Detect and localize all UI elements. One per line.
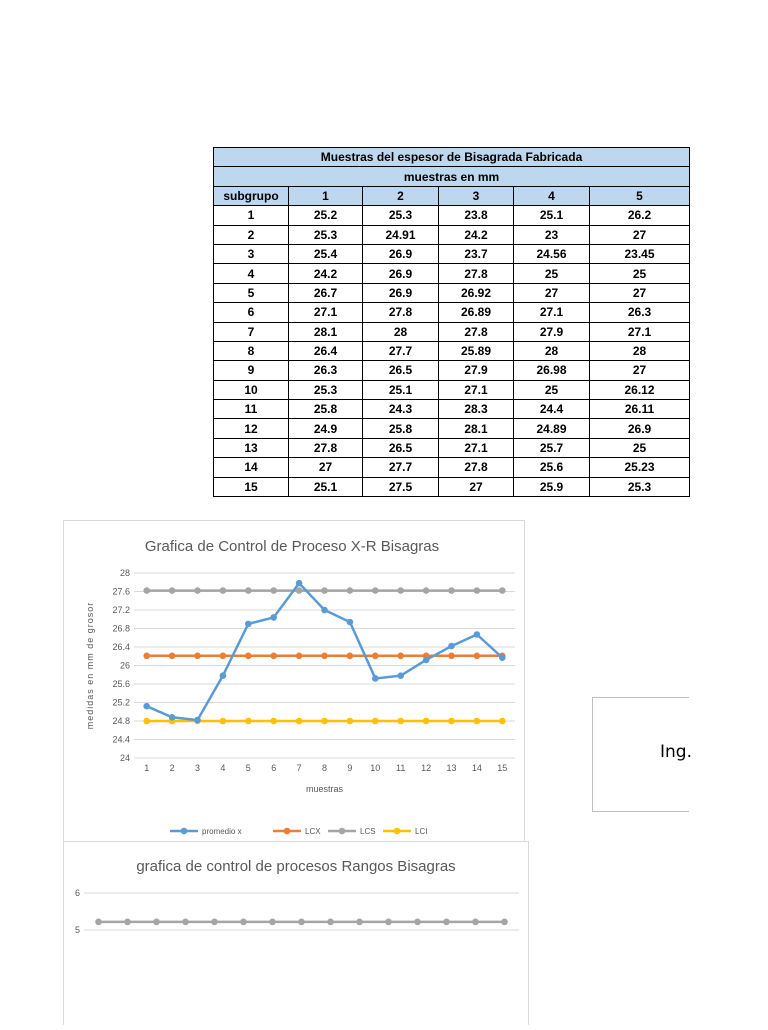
y-tick-label: 25.2 — [112, 697, 130, 708]
y-tick-label: 26.8 — [112, 623, 130, 634]
table-cell: 25.3 — [363, 206, 439, 225]
data-point — [220, 672, 227, 679]
data-point — [143, 652, 150, 659]
table-row — [214, 264, 690, 283]
table-cell: 26.3 — [590, 303, 690, 322]
table-cell: 25.2 — [289, 206, 363, 225]
data-point — [296, 580, 303, 587]
data-point — [143, 587, 150, 594]
table-cell: 7 — [214, 322, 289, 341]
table-cell: 27.9 — [514, 322, 590, 341]
table-cell: 27.1 — [439, 380, 514, 399]
legend-marker — [339, 828, 346, 835]
table-title: Muestras del espesor de Bisagrada Fabricada — [214, 148, 690, 167]
table-cell: 25.9 — [514, 477, 590, 496]
data-point — [194, 587, 201, 594]
x-tick-label: 12 — [421, 763, 432, 773]
data-point — [298, 919, 305, 926]
table-cell: 6 — [214, 303, 289, 322]
data-point — [474, 718, 481, 725]
table-cell: 26.4 — [289, 341, 363, 360]
table-cell: 26.5 — [363, 438, 439, 457]
table-cell: 28 — [590, 341, 690, 360]
table-cell: 27 — [289, 458, 363, 477]
data-point — [397, 672, 404, 679]
table-cell: 26.12 — [590, 380, 690, 399]
x-tick-label: 4 — [220, 763, 226, 773]
data-point — [372, 587, 379, 594]
x-tick-label: 13 — [446, 763, 457, 773]
table-cell: 27.8 — [289, 438, 363, 457]
table-row — [214, 225, 690, 244]
series-line — [147, 583, 503, 720]
data-point — [169, 652, 176, 659]
data-point — [356, 919, 363, 926]
table-row — [214, 322, 690, 341]
data-point — [347, 718, 354, 725]
x-tick-label: 8 — [321, 763, 328, 773]
y-tick-label: 24.4 — [112, 734, 130, 745]
table-cell: 24.89 — [514, 419, 590, 438]
legend-label: LCS — [360, 827, 376, 836]
table-cell: 26.5 — [363, 361, 439, 380]
data-point — [124, 919, 131, 926]
y-tick-label: 27.6 — [112, 586, 130, 597]
data-point — [143, 718, 150, 725]
data-point — [220, 587, 227, 594]
header-cell: 2 — [363, 186, 439, 205]
data-point — [372, 718, 379, 725]
table-row — [214, 458, 690, 477]
data-point — [296, 652, 303, 659]
y-tick-label: 26.4 — [112, 642, 130, 652]
legend-item — [328, 827, 376, 836]
table-cell: 28.1 — [289, 322, 363, 341]
data-point — [397, 587, 404, 594]
table-cell: 25 — [514, 380, 590, 399]
x-tick-label: 5 — [245, 763, 251, 773]
y-tick-label: 24 — [119, 753, 130, 763]
table-cell: 27.1 — [590, 322, 690, 341]
x-tick-label: 14 — [471, 763, 482, 773]
table-row — [214, 341, 690, 360]
data-point — [499, 587, 506, 594]
data-point — [347, 619, 354, 626]
chart-title: grafica de control de procesos Rangos Bisagras — [136, 858, 456, 875]
data-point — [474, 587, 481, 594]
data-point — [240, 919, 247, 926]
data-point — [153, 919, 160, 926]
table-cell: 25.23 — [590, 458, 690, 477]
table-row — [214, 303, 690, 322]
table-cell: 10 — [214, 380, 289, 399]
y-axis-label: medidas en mm de grosor — [85, 601, 95, 730]
table-cell: 27.1 — [289, 303, 363, 322]
table-cell: 26.2 — [590, 206, 690, 225]
table-cell: 27.1 — [514, 303, 590, 322]
legend-marker — [394, 828, 401, 835]
data-point — [182, 919, 189, 926]
table-header-row — [214, 186, 690, 205]
table-cell: 26.9 — [590, 419, 690, 438]
samples-table — [213, 147, 690, 497]
data-point — [220, 652, 227, 659]
chart-title: Grafica de Control de Proceso X-R Bisagras — [144, 538, 440, 555]
data-point — [220, 718, 227, 725]
header-cell: 5 — [590, 186, 690, 205]
table-cell: 25.4 — [289, 244, 363, 263]
table-cell: 25.3 — [289, 225, 363, 244]
table-row — [214, 419, 690, 438]
table-row — [214, 438, 690, 457]
table-row — [214, 477, 690, 496]
table-cell: 23 — [514, 225, 590, 244]
y-tick-label: 6 — [74, 888, 80, 898]
table-cell: 24.3 — [363, 400, 439, 419]
data-point — [321, 718, 328, 725]
y-tick-label: 28 — [119, 568, 130, 578]
data-point — [270, 614, 277, 621]
header-cell: 4 — [514, 186, 590, 205]
table-row — [214, 244, 690, 263]
y-tick-label: 27.2 — [112, 605, 130, 615]
table-cell: 27.8 — [363, 303, 439, 322]
data-point — [397, 652, 404, 659]
data-point — [474, 652, 481, 659]
data-point — [448, 587, 455, 594]
data-point — [385, 919, 392, 926]
table-cell: 9 — [214, 361, 289, 380]
legend-item — [273, 827, 321, 836]
data-point — [321, 652, 328, 659]
table-cell: 25.1 — [289, 477, 363, 496]
data-point — [347, 587, 354, 594]
data-point — [194, 717, 201, 724]
table-cell: 27 — [590, 225, 690, 244]
table-cell: 24.2 — [439, 225, 514, 244]
x-tick-label: 9 — [347, 763, 353, 773]
table-cell: 26.89 — [439, 303, 514, 322]
legend-marker — [284, 828, 291, 835]
table-row — [214, 380, 690, 399]
range-chart — [64, 842, 528, 1025]
table-cell: 25.3 — [289, 380, 363, 399]
table-cell: 27.1 — [439, 438, 514, 457]
data-point — [327, 919, 334, 926]
table-cell: 14 — [214, 458, 289, 477]
data-point — [423, 718, 430, 725]
table-cell: 28 — [363, 322, 439, 341]
legend-marker — [181, 828, 188, 835]
table-cell: 5 — [214, 283, 289, 302]
table-cell: 28.3 — [439, 400, 514, 419]
table-cell: 26.11 — [590, 400, 690, 419]
y-tick-label: 26 — [119, 660, 130, 671]
data-point — [270, 718, 277, 725]
data-point — [321, 607, 328, 614]
x-tick-label: 15 — [497, 763, 508, 773]
table-cell: 27 — [514, 283, 590, 302]
table-row — [214, 361, 690, 380]
table-cell: 26.9 — [363, 283, 439, 302]
data-point — [211, 919, 218, 926]
data-point — [270, 652, 277, 659]
table-cell: 25.8 — [363, 419, 439, 438]
table-cell: 23.7 — [439, 244, 514, 263]
data-point — [245, 587, 252, 594]
data-point — [194, 652, 201, 659]
table-cell: 24.2 — [289, 264, 363, 283]
table-cell: 3 — [214, 244, 289, 263]
table-cell: 25.89 — [439, 341, 514, 360]
table-cell: 27.5 — [363, 477, 439, 496]
data-point — [499, 718, 506, 725]
table-cell: 26.92 — [439, 283, 514, 302]
table-subtitle: muestras en mm — [214, 167, 690, 186]
table-cell: 4 — [214, 264, 289, 283]
data-point — [269, 919, 276, 926]
data-point — [414, 919, 421, 926]
header-cell: subgrupo — [214, 186, 289, 205]
data-point — [245, 718, 252, 725]
table-cell: 27.7 — [363, 341, 439, 360]
table-cell: 25.7 — [514, 438, 590, 457]
data-point — [296, 718, 303, 725]
table-cell: 11 — [214, 400, 289, 419]
data-point — [169, 714, 176, 721]
table-cell: 13 — [214, 438, 289, 457]
table-cell: 27.8 — [439, 322, 514, 341]
table-cell: 27.9 — [439, 361, 514, 380]
data-point — [423, 657, 430, 664]
xr-chart-panel — [63, 520, 525, 844]
y-tick-label: 5 — [74, 925, 80, 935]
data-point — [95, 919, 102, 926]
table-cell: 25.1 — [363, 380, 439, 399]
table-cell: 28.1 — [439, 419, 514, 438]
table-cell: 25.1 — [514, 206, 590, 225]
data-point — [397, 718, 404, 725]
table-cell: 2 — [214, 225, 289, 244]
table-cell: 24.91 — [363, 225, 439, 244]
data-point — [143, 703, 150, 710]
table-cell: 26.98 — [514, 361, 590, 380]
table-row — [214, 283, 690, 302]
x-tick-label: 1 — [144, 763, 150, 773]
data-point — [448, 652, 455, 659]
table-cell: 25 — [590, 264, 690, 283]
legend-label: promedio x — [202, 827, 242, 836]
signature-text: Ing. — [660, 742, 692, 762]
range-chart-panel — [63, 841, 529, 1025]
data-point — [443, 919, 450, 926]
x-axis-label: muestras — [305, 784, 344, 794]
table-cell: 25.3 — [590, 477, 690, 496]
data-point — [169, 587, 176, 594]
data-point — [472, 919, 479, 926]
table-cell: 25.8 — [289, 400, 363, 419]
table-cell: 27.7 — [363, 458, 439, 477]
xr-chart — [64, 521, 524, 843]
x-tick-label: 6 — [271, 763, 277, 773]
data-point — [372, 675, 379, 682]
data-point — [499, 654, 506, 661]
table-cell: 26.9 — [363, 244, 439, 263]
x-tick-label: 2 — [169, 763, 175, 773]
table-cell: 23.8 — [439, 206, 514, 225]
data-point — [448, 718, 455, 725]
table-cell: 27.8 — [439, 264, 514, 283]
data-point — [372, 652, 379, 659]
table-row — [214, 206, 690, 225]
legend-label: LCI — [415, 827, 428, 836]
x-tick-label: 11 — [396, 763, 406, 773]
legend-item — [170, 827, 242, 836]
data-point — [245, 621, 252, 628]
table-cell: 24.4 — [514, 400, 590, 419]
data-point — [245, 652, 252, 659]
table-cell: 23.45 — [590, 244, 690, 263]
table-cell: 26.7 — [289, 283, 363, 302]
table-cell: 24.56 — [514, 244, 590, 263]
x-tick-label: 10 — [370, 763, 381, 773]
table-cell: 27 — [590, 361, 690, 380]
table-cell: 1 — [214, 206, 289, 225]
data-point — [501, 919, 508, 926]
table-cell: 27.8 — [439, 458, 514, 477]
table-cell: 24.9 — [289, 419, 363, 438]
x-tick-label: 7 — [296, 763, 302, 773]
table-row — [214, 400, 690, 419]
data-point — [347, 652, 354, 659]
legend-item — [383, 827, 427, 836]
table-cell: 25.6 — [514, 458, 590, 477]
header-cell: 1 — [289, 186, 363, 205]
y-tick-label: 25.6 — [112, 679, 130, 689]
data-point — [270, 587, 277, 594]
table-cell: 25 — [514, 264, 590, 283]
table-cell: 8 — [214, 341, 289, 360]
y-tick-label: 24.8 — [112, 716, 130, 726]
data-point — [423, 587, 430, 594]
legend-label: LCX — [305, 827, 321, 836]
table-cell: 25 — [590, 438, 690, 457]
table-cell: 28 — [514, 341, 590, 360]
table-cell: 27 — [590, 283, 690, 302]
table-cell: 12 — [214, 419, 289, 438]
table-cell: 27 — [439, 477, 514, 496]
data-point — [474, 631, 481, 638]
x-tick-label: 3 — [194, 763, 201, 773]
data-point — [321, 587, 328, 594]
data-point — [448, 643, 455, 650]
signature-box — [592, 697, 692, 812]
table-cell: 26.9 — [363, 264, 439, 283]
table-cell: 26.3 — [289, 361, 363, 380]
header-cell: 3 — [439, 186, 514, 205]
table-cell: 15 — [214, 477, 289, 496]
